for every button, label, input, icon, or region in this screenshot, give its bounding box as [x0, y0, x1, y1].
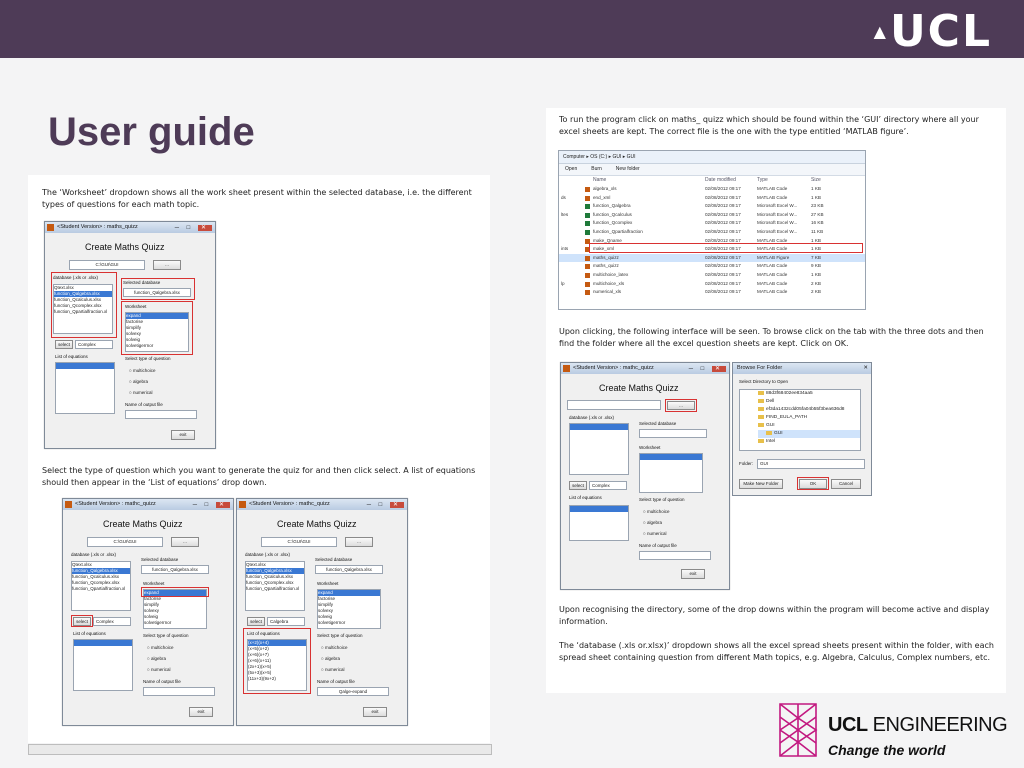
- folder-icon: [758, 407, 764, 411]
- cell-type: MATLAB Code: [757, 246, 788, 252]
- file-row[interactable]: [559, 211, 865, 220]
- cell-type: Microsoft Excel W...: [757, 220, 798, 226]
- output-field[interactable]: [639, 551, 711, 560]
- list-item[interactable]: factorise: [144, 596, 162, 601]
- tree-item[interactable]: Intel: [758, 438, 860, 446]
- output-field[interactable]: [125, 410, 197, 419]
- list-item[interactable]: function_Qalgebra.xlsx: [246, 568, 304, 574]
- make-new-folder-button[interactable]: Make New Folder: [739, 479, 783, 489]
- list-equations-label: List of equations: [55, 354, 88, 359]
- window-titlebar: <Student Version> : mathc_quizz ─ □ ✕: [561, 363, 729, 374]
- cell-type: MATLAB Code: [757, 237, 788, 243]
- type-dropdown[interactable]: Calgebra: [267, 617, 305, 626]
- cell-date: 02/08/2012 09:17: [705, 271, 741, 277]
- cell-name: function_Qpartialfraction: [593, 228, 643, 234]
- selected-db-label: Selected database: [639, 421, 677, 426]
- excel-file-icon: [585, 213, 590, 218]
- selected-db-field: [639, 429, 707, 438]
- cell-date: 02/08/2012 09:17: [705, 237, 741, 243]
- file-row[interactable]: [559, 219, 865, 228]
- cancel-button[interactable]: Cancel: [831, 479, 861, 489]
- browse-button[interactable]: ...: [345, 537, 373, 547]
- explorer-rows: [559, 185, 865, 297]
- excel-file-icon: [585, 204, 590, 209]
- cell-type: Microsoft Excel W...: [757, 203, 798, 209]
- list-item[interactable]: expand: [126, 313, 188, 319]
- radio-multichoice[interactable]: ○ multichoice: [321, 645, 347, 650]
- cell-date: 02/08/2012 09:17: [705, 254, 741, 260]
- matlab-icon: [47, 224, 54, 231]
- horizontal-scrollbar[interactable]: [28, 744, 492, 755]
- cell-date: 02/08/2012 09:17: [705, 203, 741, 209]
- matlab-file-icon: [585, 282, 590, 287]
- cell-name: algebra_xls: [593, 186, 617, 191]
- window-controls[interactable]: ─ □ ✕: [367, 500, 404, 510]
- cell-side: ints: [561, 246, 569, 252]
- gui-heading: Create Maths Quizz: [277, 519, 357, 529]
- cell-size: 9 KB: [811, 263, 821, 269]
- cell-size: 1 KB: [811, 271, 821, 277]
- cell-type: Microsoft Excel W...: [757, 211, 798, 217]
- radio-numerical[interactable]: ○ numerical: [147, 667, 170, 672]
- list-item[interactable]: function_Qcalculus.xlsx: [54, 297, 102, 302]
- database-label: database (.xls or .xlsx): [53, 275, 99, 280]
- matlab-icon: [65, 501, 72, 508]
- qtype-label: Select type of question: [317, 633, 363, 638]
- path-field[interactable]: C:\GUI\GUI: [87, 537, 163, 547]
- cell-name: end_xml: [593, 194, 611, 200]
- list-item[interactable]: simplify: [144, 602, 160, 607]
- upon-clicking-paragraph: Upon clicking, the following interface will be seen. To browse click on the tab with the three dots and then find the folder where all the excel question sheets are kept. Click on OK.: [559, 327, 984, 348]
- close-icon[interactable]: ✕: [712, 366, 726, 372]
- list-item[interactable]: function_Qcalculus.xlsx: [246, 574, 294, 579]
- cell-name: numerical_xls: [593, 289, 622, 295]
- file-row[interactable]: [559, 254, 865, 263]
- list-item[interactable]: expand: [318, 590, 380, 596]
- type-dropdown[interactable]: Complex: [75, 340, 113, 349]
- file-row[interactable]: [559, 202, 865, 211]
- cell-side: ds: [561, 194, 566, 200]
- output-label: Name of output file: [317, 679, 355, 684]
- tagline: Change the world: [828, 742, 946, 758]
- gui-heading: Create Maths Quizz: [85, 242, 165, 252]
- selected-db-field: function_Qalgebra.xlsx: [315, 565, 383, 574]
- list-item[interactable]: solvetigerrnor: [126, 343, 154, 348]
- burn-button[interactable]: Burn: [591, 166, 602, 172]
- window-controls[interactable]: ─ □ ✕: [689, 364, 726, 374]
- select-button[interactable]: select: [73, 617, 91, 626]
- list-item[interactable]: (5x+3)(x+5): [248, 670, 272, 675]
- cell-size: 1 KB: [811, 246, 821, 252]
- cell-size: 23 KB: [811, 203, 824, 209]
- list-item[interactable]: Qtext.xlsx: [72, 562, 92, 567]
- tree-item[interactable]: FIND_EULA_PATH: [758, 414, 860, 422]
- col-type[interactable]: Type: [757, 177, 768, 183]
- list-item[interactable]: solvetigerrnor: [144, 620, 172, 625]
- matlab-file-icon: [585, 187, 590, 192]
- selected-db-field: function_Qalgebra.xlsx: [141, 565, 209, 574]
- file-row[interactable]: [559, 185, 865, 194]
- cell-date: 02/08/2012 09:17: [705, 280, 741, 286]
- open-button[interactable]: Open: [565, 166, 578, 172]
- close-icon[interactable]: ✕: [863, 365, 868, 371]
- radio-multichoice[interactable]: ○ multichoice: [129, 368, 155, 373]
- dialog-titlebar: Browse For Folder ✕: [733, 363, 871, 374]
- folder-label: Folder:: [739, 461, 754, 466]
- gui-heading: Create Maths Quizz: [599, 383, 679, 393]
- worksheet-label: Worksheet: [143, 581, 165, 586]
- list-item[interactable]: simplify: [318, 602, 334, 607]
- list-item[interactable]: function_Qpartialfraction.xl: [246, 586, 300, 591]
- list-item[interactable]: (x+2)(x+4): [248, 640, 306, 646]
- slide-title: User guide: [48, 110, 255, 154]
- file-row[interactable]: [559, 271, 865, 280]
- highlight-box: [797, 477, 829, 490]
- cell-size: 16 KB: [811, 220, 824, 226]
- qtype-label: Select type of question: [143, 633, 189, 638]
- cell-type: Microsoft Excel W...: [757, 228, 798, 234]
- matlab-icon: [239, 501, 246, 508]
- list-item[interactable]: solveig: [318, 614, 333, 619]
- browse-folder-dialog: [732, 362, 872, 496]
- worksheet-label: Worksheet: [125, 304, 147, 309]
- file-row[interactable]: [559, 262, 865, 271]
- list-item[interactable]: simplify: [126, 325, 142, 330]
- database-list[interactable]: [245, 561, 305, 611]
- engineering-wordmark: UCL ENGINEERING: [828, 714, 1008, 736]
- list-item[interactable]: solvetigerrnor: [318, 620, 346, 625]
- maths-quizz-window: [44, 221, 216, 449]
- cell-type: MATLAB Code: [757, 271, 788, 277]
- ucl-logo: ▲UCL: [873, 6, 992, 57]
- folder-tree[interactable]: [739, 389, 861, 451]
- ucl-engineering-logo: [776, 700, 1016, 762]
- cell-date: 02/08/2012 09:17: [705, 289, 741, 295]
- cell-date: 02/08/2012 09:17: [705, 263, 741, 269]
- exit-button[interactable]: exit: [189, 707, 213, 717]
- worksheet-list[interactable]: [639, 453, 703, 493]
- list-equations-label: List of equations: [569, 495, 602, 500]
- cell-type: MATLAB Figure: [757, 254, 790, 260]
- col-name[interactable]: Name: [593, 177, 607, 183]
- folder-icon: [758, 399, 764, 403]
- cell-name: function_Qcalculus: [593, 211, 632, 217]
- radio-algebra[interactable]: ○ algebra: [643, 520, 662, 525]
- window-controls[interactable]: ─ □ ✕: [175, 223, 212, 233]
- cell-date: 02/08/2012 09:17: [705, 211, 741, 217]
- database-label: database (.xls or .xlsx): [569, 415, 615, 420]
- gui-heading: Create Maths Quizz: [103, 519, 183, 529]
- left-document-page: [28, 175, 490, 743]
- output-field[interactable]: Qalge-expand: [317, 687, 389, 696]
- cell-date: 02/08/2012 09:17: [705, 194, 741, 200]
- window-titlebar: <Student Version> : maths_quizz ─ □ ✕: [45, 222, 215, 233]
- database-list[interactable]: [71, 561, 131, 611]
- list-item[interactable]: (11x+3)(9x+2): [248, 676, 276, 681]
- worksheet-label: Worksheet: [317, 581, 339, 586]
- cell-date: 02/08/2012 09:17: [705, 186, 741, 191]
- ok-button[interactable]: OK: [799, 479, 827, 489]
- list-item[interactable]: function_Qpartialfraction.xl: [54, 309, 108, 314]
- select-button[interactable]: select: [55, 340, 73, 349]
- output-label: Name of output file: [125, 402, 163, 407]
- cell-name: multichoice_latex: [593, 271, 629, 277]
- exit-button[interactable]: exit: [171, 430, 195, 440]
- list-equations-label: List of equations: [73, 631, 106, 636]
- database-label: database (.xls or .xlsx): [245, 552, 291, 557]
- path-field[interactable]: C:\GUI\GUI: [261, 537, 337, 547]
- qtype-label: Select type of question: [125, 356, 171, 361]
- matlab-file-icon: [585, 264, 590, 269]
- list-item[interactable]: factorise: [126, 319, 144, 324]
- selected-db-label: Selected database: [123, 280, 161, 285]
- cell-size: 11 KB: [811, 228, 824, 234]
- excel-file-icon: [585, 221, 590, 226]
- cell-date: 02/08/2012 09:17: [705, 220, 741, 226]
- radio-multichoice[interactable]: ○ multichoice: [643, 509, 669, 514]
- matlab-file-icon: [585, 256, 590, 261]
- highlight-box: [71, 615, 93, 627]
- list-item[interactable]: function_Qcomplex.xlsx: [246, 580, 294, 585]
- tree-item[interactable]: Dell: [758, 398, 860, 406]
- portico-icon: ▲: [873, 22, 888, 41]
- list-item[interactable]: function_Qpartialfraction.xl: [72, 586, 126, 591]
- folder-icon: [758, 439, 764, 443]
- output-field[interactable]: [143, 687, 215, 696]
- list-item[interactable]: (2x+1)(x+5): [248, 664, 272, 669]
- radio-algebra[interactable]: ○ algebra: [129, 379, 148, 384]
- worksheet-list[interactable]: [317, 589, 381, 629]
- exit-button[interactable]: exit: [363, 707, 387, 717]
- cell-size: 1 KB: [811, 186, 821, 191]
- list-item[interactable]: function_Qcomplex.xlsx: [72, 580, 120, 585]
- browse-button[interactable]: ...: [171, 537, 199, 547]
- highlight-box: [121, 301, 193, 355]
- exit-button[interactable]: exit: [681, 569, 705, 579]
- file-row[interactable]: [559, 280, 865, 289]
- cell-type: MATLAB Code: [757, 280, 788, 286]
- col-date[interactable]: Date modified: [705, 177, 736, 183]
- database-paragraph: The ‘database (.xls or.xlsx)’ dropdown shows all the excel spread sheets present within the folder, with each spread sheet containing question from different Math topics, e.g. Algebra, Calculus, Complex numbers, etc.: [559, 641, 994, 662]
- highlight-box: [243, 628, 311, 694]
- highlight-box: [665, 399, 697, 412]
- cell-name: function_Qalgebra: [593, 203, 631, 209]
- list-item[interactable]: solveig: [126, 337, 141, 342]
- matlab-file-icon: [585, 290, 590, 295]
- path-field[interactable]: C:\GUI\GUI: [69, 260, 145, 270]
- qtype-label: Select type of question: [639, 497, 685, 502]
- matlab-file-icon: [585, 196, 590, 201]
- cell-side: ltes: [561, 211, 569, 217]
- list-item[interactable]: solvexy: [144, 608, 160, 613]
- cell-type: MATLAB Code: [757, 263, 788, 269]
- tree-item[interactable]: 88d3f68402ee834aa5: [758, 390, 860, 398]
- folder-icon: [758, 423, 764, 427]
- radio-numerical[interactable]: ○ numerical: [129, 390, 152, 395]
- close-icon[interactable]: ✕: [198, 225, 212, 231]
- cell-date: 02/08/2012 09:17: [705, 246, 741, 252]
- radio-multichoice[interactable]: ○ multichoice: [147, 645, 173, 650]
- worksheet-paragraph: The ‘Worksheet’ dropdown shows all the work sheet present within the selected database, i.e. the different types of questions for each math topic.: [42, 188, 472, 209]
- type-dropdown[interactable]: Complex: [589, 481, 627, 490]
- highlight-box: [51, 272, 117, 338]
- equations-list[interactable]: [73, 639, 133, 691]
- cell-date: 02/08/2012 09:17: [705, 228, 741, 234]
- window-titlebar: <Student Version> : mathc_quizz ─ □ ✕: [237, 499, 407, 510]
- file-explorer: [558, 150, 866, 310]
- radio-algebra[interactable]: ○ algebra: [321, 656, 340, 661]
- matlab-icon: [563, 365, 570, 372]
- tree-item-selected[interactable]: GUI: [758, 430, 860, 438]
- list-item[interactable]: Qtext.xlsx: [246, 562, 266, 567]
- browse-button[interactable]: ...: [667, 401, 695, 410]
- cell-size: 27 KB: [811, 211, 824, 217]
- recognising-paragraph: Upon recognising the directory, some of the drop downs within the program will become active and display information.: [559, 605, 990, 626]
- excel-file-icon: [585, 230, 590, 235]
- list-item[interactable]: (x+5)(x+2): [248, 646, 269, 651]
- list-item[interactable]: Qtext.xlsx: [54, 285, 74, 290]
- cell-size: 1 KB: [811, 237, 821, 243]
- cell-name: make_Qname: [593, 237, 622, 243]
- maths-quizz-window-2: [62, 498, 234, 726]
- cell-name: multichoice_xls: [593, 280, 625, 286]
- list-item[interactable]: (x+6)(x+11): [248, 658, 271, 663]
- cell-type: MATLAB Code: [757, 194, 788, 200]
- equations-list[interactable]: [55, 362, 115, 414]
- selected-db-field: function_Qalgebra.xlsx: [123, 288, 191, 297]
- list-item[interactable]: solvexy: [318, 608, 334, 613]
- list-equations-label: List of equations: [247, 631, 280, 636]
- folder-icon: [766, 431, 772, 435]
- file-row[interactable]: [559, 194, 865, 203]
- list-item[interactable]: function_Qalgebra.xlsx: [54, 291, 112, 297]
- cell-name: maths_quizz: [593, 254, 619, 260]
- select-button[interactable]: select: [569, 481, 587, 490]
- highlight-box: [589, 243, 863, 253]
- path-field[interactable]: [567, 400, 661, 410]
- browse-button[interactable]: ...: [153, 260, 181, 270]
- list-item[interactable]: (x+6)(x+7): [248, 652, 269, 657]
- highlight-box: [121, 278, 195, 300]
- run-program-paragraph: To run the program click on maths_ quizz which should be found within the ‘GUI’ directory where all your excel sheets are kept. The correct file is the one with the type entitled ‘MATLAB figure’.: [559, 115, 979, 136]
- database-list[interactable]: [569, 423, 629, 475]
- cell-size: 2 KB: [811, 289, 821, 295]
- radio-algebra[interactable]: ○ algebra: [147, 656, 166, 661]
- tree-item[interactable]: GUI: [758, 422, 860, 430]
- cell-name: maths_quizz: [593, 263, 619, 269]
- radio-numerical[interactable]: ○ numerical: [321, 667, 344, 672]
- list-item[interactable]: expand: [144, 590, 206, 596]
- dialog-prompt: Select Directory to Open: [739, 379, 789, 384]
- explorer-path[interactable]: Computer ▸ OS (C:) ▸ GUI ▸ GUI: [559, 151, 865, 164]
- file-row[interactable]: [559, 228, 865, 237]
- list-item[interactable]: function_Qalgebra.xlsx: [72, 568, 130, 574]
- folder-field[interactable]: GUI: [757, 459, 865, 469]
- list-item[interactable]: function_Qcalculus.xlsx: [72, 574, 120, 579]
- radio-numerical[interactable]: ○ numerical: [643, 531, 666, 536]
- cell-name: make_xml: [593, 246, 614, 252]
- maths-quizz-window-4: [560, 362, 730, 590]
- highlight-box: [141, 587, 209, 597]
- cell-size: 2 KB: [811, 280, 821, 286]
- list-item[interactable]: solveig: [144, 614, 159, 619]
- selected-db-label: Selected database: [141, 557, 179, 562]
- list-item[interactable]: solvexy: [126, 331, 142, 336]
- right-document-page: [546, 108, 1006, 693]
- engineering-mark-icon: [776, 700, 820, 760]
- col-size[interactable]: Size: [811, 177, 821, 183]
- close-icon[interactable]: ✕: [216, 502, 230, 508]
- equations-list[interactable]: [569, 505, 629, 541]
- cell-name: function_Qcomplex: [593, 220, 633, 226]
- cell-type: MATLAB Code: [757, 289, 788, 295]
- database-label: database (.xls or .xlsx): [71, 552, 117, 557]
- folder-icon: [758, 391, 764, 395]
- select-button[interactable]: select: [247, 617, 265, 626]
- output-label: Name of output file: [143, 679, 181, 684]
- output-label: Name of output file: [639, 543, 677, 548]
- cell-size: 7 KB: [811, 254, 821, 260]
- list-item[interactable]: function_Qcomplex.xlsx: [54, 303, 102, 308]
- window-titlebar: <Student Version> : mathc_quizz ─ □ ✕: [63, 499, 233, 510]
- cell-side: lp: [561, 280, 565, 286]
- header-bar: [0, 0, 1024, 58]
- worksheet-label: Worksheet: [639, 445, 661, 450]
- new-folder-button[interactable]: New folder: [615, 166, 640, 172]
- list-item[interactable]: factorise: [318, 596, 336, 601]
- window-controls[interactable]: ─ □ ✕: [193, 500, 230, 510]
- selected-db-label: Selected database: [315, 557, 353, 562]
- matlab-file-icon: [585, 273, 590, 278]
- folder-icon: [758, 415, 764, 419]
- explorer-toolbar: [559, 164, 865, 176]
- file-row[interactable]: [559, 288, 865, 297]
- tree-item[interactable]: ef3da1432cdd05fa04b55f3bea636d8: [758, 406, 860, 414]
- cell-size: 1 KB: [811, 194, 821, 200]
- type-dropdown[interactable]: Complex: [93, 617, 131, 626]
- cell-type: MATLAB Code: [757, 186, 788, 191]
- maths-quizz-window-3: [236, 498, 408, 726]
- close-icon[interactable]: ✕: [390, 502, 404, 508]
- select-paragraph: Select the type of question which you want to generate the quiz for and then click select. A list of equations should then appear in the ‘List of equations’ drop down.: [42, 466, 476, 487]
- explorer-columns: [559, 176, 865, 185]
